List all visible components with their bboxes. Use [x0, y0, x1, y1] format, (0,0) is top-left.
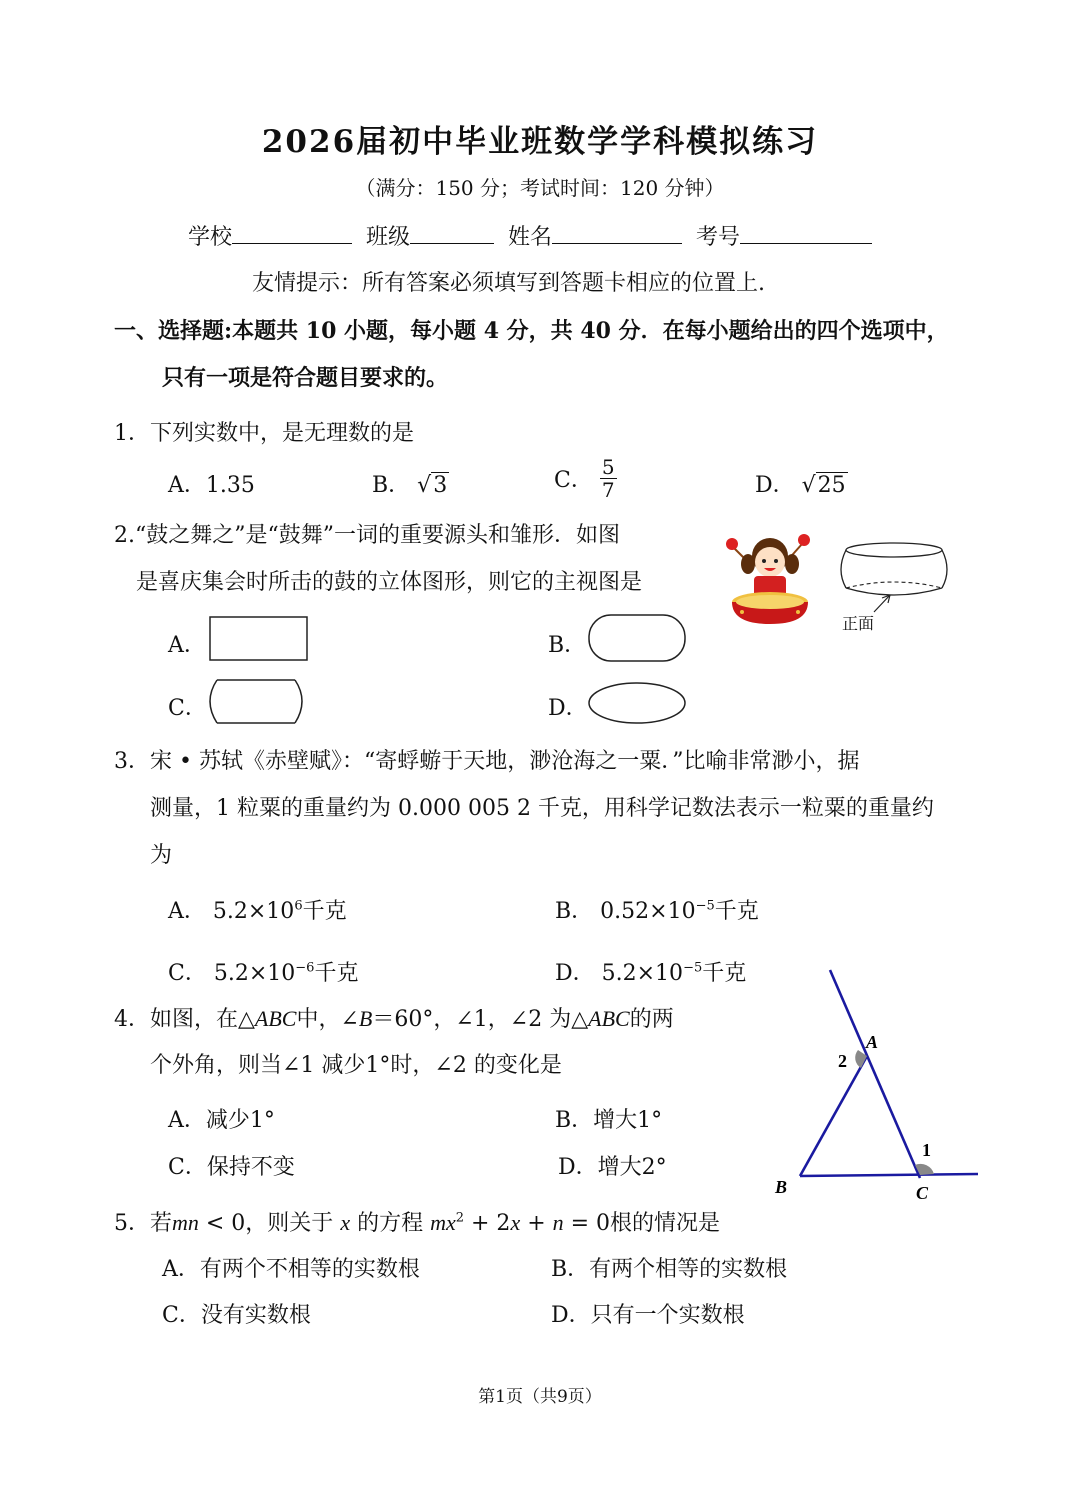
front-view-label: 正面 [842, 614, 875, 633]
school-blank [232, 223, 352, 244]
class-blank [410, 223, 494, 244]
q3-stem-line2: 测量，1 粒粟的重量约为 0.000 005 2 千克，用科学记数法表示一粒粟的重量约 [150, 796, 934, 821]
q3-option-d: D． $5.2\times 10^{-5}$千克 [555, 960, 747, 986]
q3-option-a: A． $5.2\times 10^6$千克 [168, 898, 347, 924]
number-label: 考号 [696, 225, 741, 250]
q5-option-c: C．没有实数根 [162, 1303, 311, 1328]
school-label: 学校 [188, 225, 233, 250]
class-label: 班级 [366, 225, 411, 250]
q1-option-b: B． √3 [372, 473, 448, 498]
q4-option-c: C．保持不变 [168, 1155, 295, 1180]
q4-option-a: A．减少1° [168, 1108, 275, 1133]
q3-option-c: C． $5.2\times 10^{-6}$千克 [168, 960, 359, 986]
name-label: 姓名 [508, 225, 553, 250]
q4-stem-line1: 4．如图，在△ABC中，∠B＝60°，∠1，∠2 为△ABC的两 [114, 1006, 674, 1032]
number-blank [740, 223, 872, 244]
q1-option-d: D． √25 [755, 473, 846, 498]
vertex-a-label: A [866, 1032, 879, 1052]
q2-option-d-label: D． [548, 696, 588, 721]
drum-girl-illustration [712, 526, 822, 630]
q3-stem-line1: 3．宋 • 苏轼《赤壁赋》：“寄蜉蝣于天地，渺沧海之一粟．”比喻非常渺小，据 [114, 749, 860, 774]
student-info-row [188, 220, 872, 251]
q1-stem: 1．下列实数中，是无理数的是 [114, 421, 414, 446]
triangle-figure [770, 966, 985, 1206]
ellipse-shape [588, 682, 688, 726]
sqrt-3: √3 [417, 473, 448, 498]
q1-option-c: C． $\frac{5}{7}$ [554, 455, 615, 502]
section-heading: 一、选择题:本题共 10 小题，每小题 4 分，共 40 分．在每小题给出的四个选项中， [114, 318, 949, 344]
q5-option-d: D．只有一个实数根 [551, 1303, 745, 1328]
exam-info: （满分：150 分；考试时间：120 分钟） [355, 176, 725, 200]
q2-option-a-label: A． [168, 633, 206, 658]
vertex-b-label: B [775, 1177, 788, 1197]
q5-option-a: A．有两个不相等的实数根 [162, 1257, 420, 1282]
q5-stem: 5．若mn < 0，则关于 x 的方程 $mx^2 + 2x + n = 0$根的情况是 [114, 1210, 721, 1236]
sqrt-25: √25 [801, 473, 846, 498]
page-title: 2026届初中毕业班数学学科模拟练习 [261, 124, 819, 160]
q3-stem-line3: 为 [150, 843, 173, 868]
q4-stem-line2: 个外角，则当∠1 减少1°时，∠2 的变化是 [150, 1053, 562, 1078]
q2-stem-line1: 2.“鼓之舞之”是“鼓舞”一词的重要源头和雏形．如图 [114, 523, 620, 548]
angle-1-label: 1 [922, 1140, 931, 1160]
q2-option-b-label: B． [548, 633, 587, 658]
answer-tip: 友情提示：所有答案必须填写到答题卡相应的位置上. [252, 271, 765, 296]
q2-option-c-label: C． [168, 696, 207, 721]
q1-option-a: A．1.35 [168, 473, 255, 498]
vertex-c-label: C [916, 1183, 929, 1203]
rectangle-shape [209, 616, 309, 662]
q2-stem-line2: 是喜庆集会时所击的鼓的立体图形，则它的主视图是 [136, 570, 643, 595]
q4-option-b: B．增大1° [555, 1108, 663, 1133]
name-blank [552, 223, 682, 244]
page-number: 第1页（共9页） [478, 1387, 602, 1407]
section-heading-cont: 只有一项是符合题目要求的。 [162, 365, 449, 391]
angle-2-label: 2 [838, 1051, 847, 1071]
q4-option-d: D．增大2° [558, 1155, 667, 1180]
q3-option-b: B． $0.52\times 10^{-5}$千克 [555, 898, 759, 924]
fraction-5-7: $\frac{5}{7}$ [601, 455, 615, 502]
q5-option-b: B．有两个相等的实数根 [551, 1257, 788, 1282]
rounded-rectangle-shape [588, 614, 688, 664]
barrel-shape [207, 678, 307, 726]
